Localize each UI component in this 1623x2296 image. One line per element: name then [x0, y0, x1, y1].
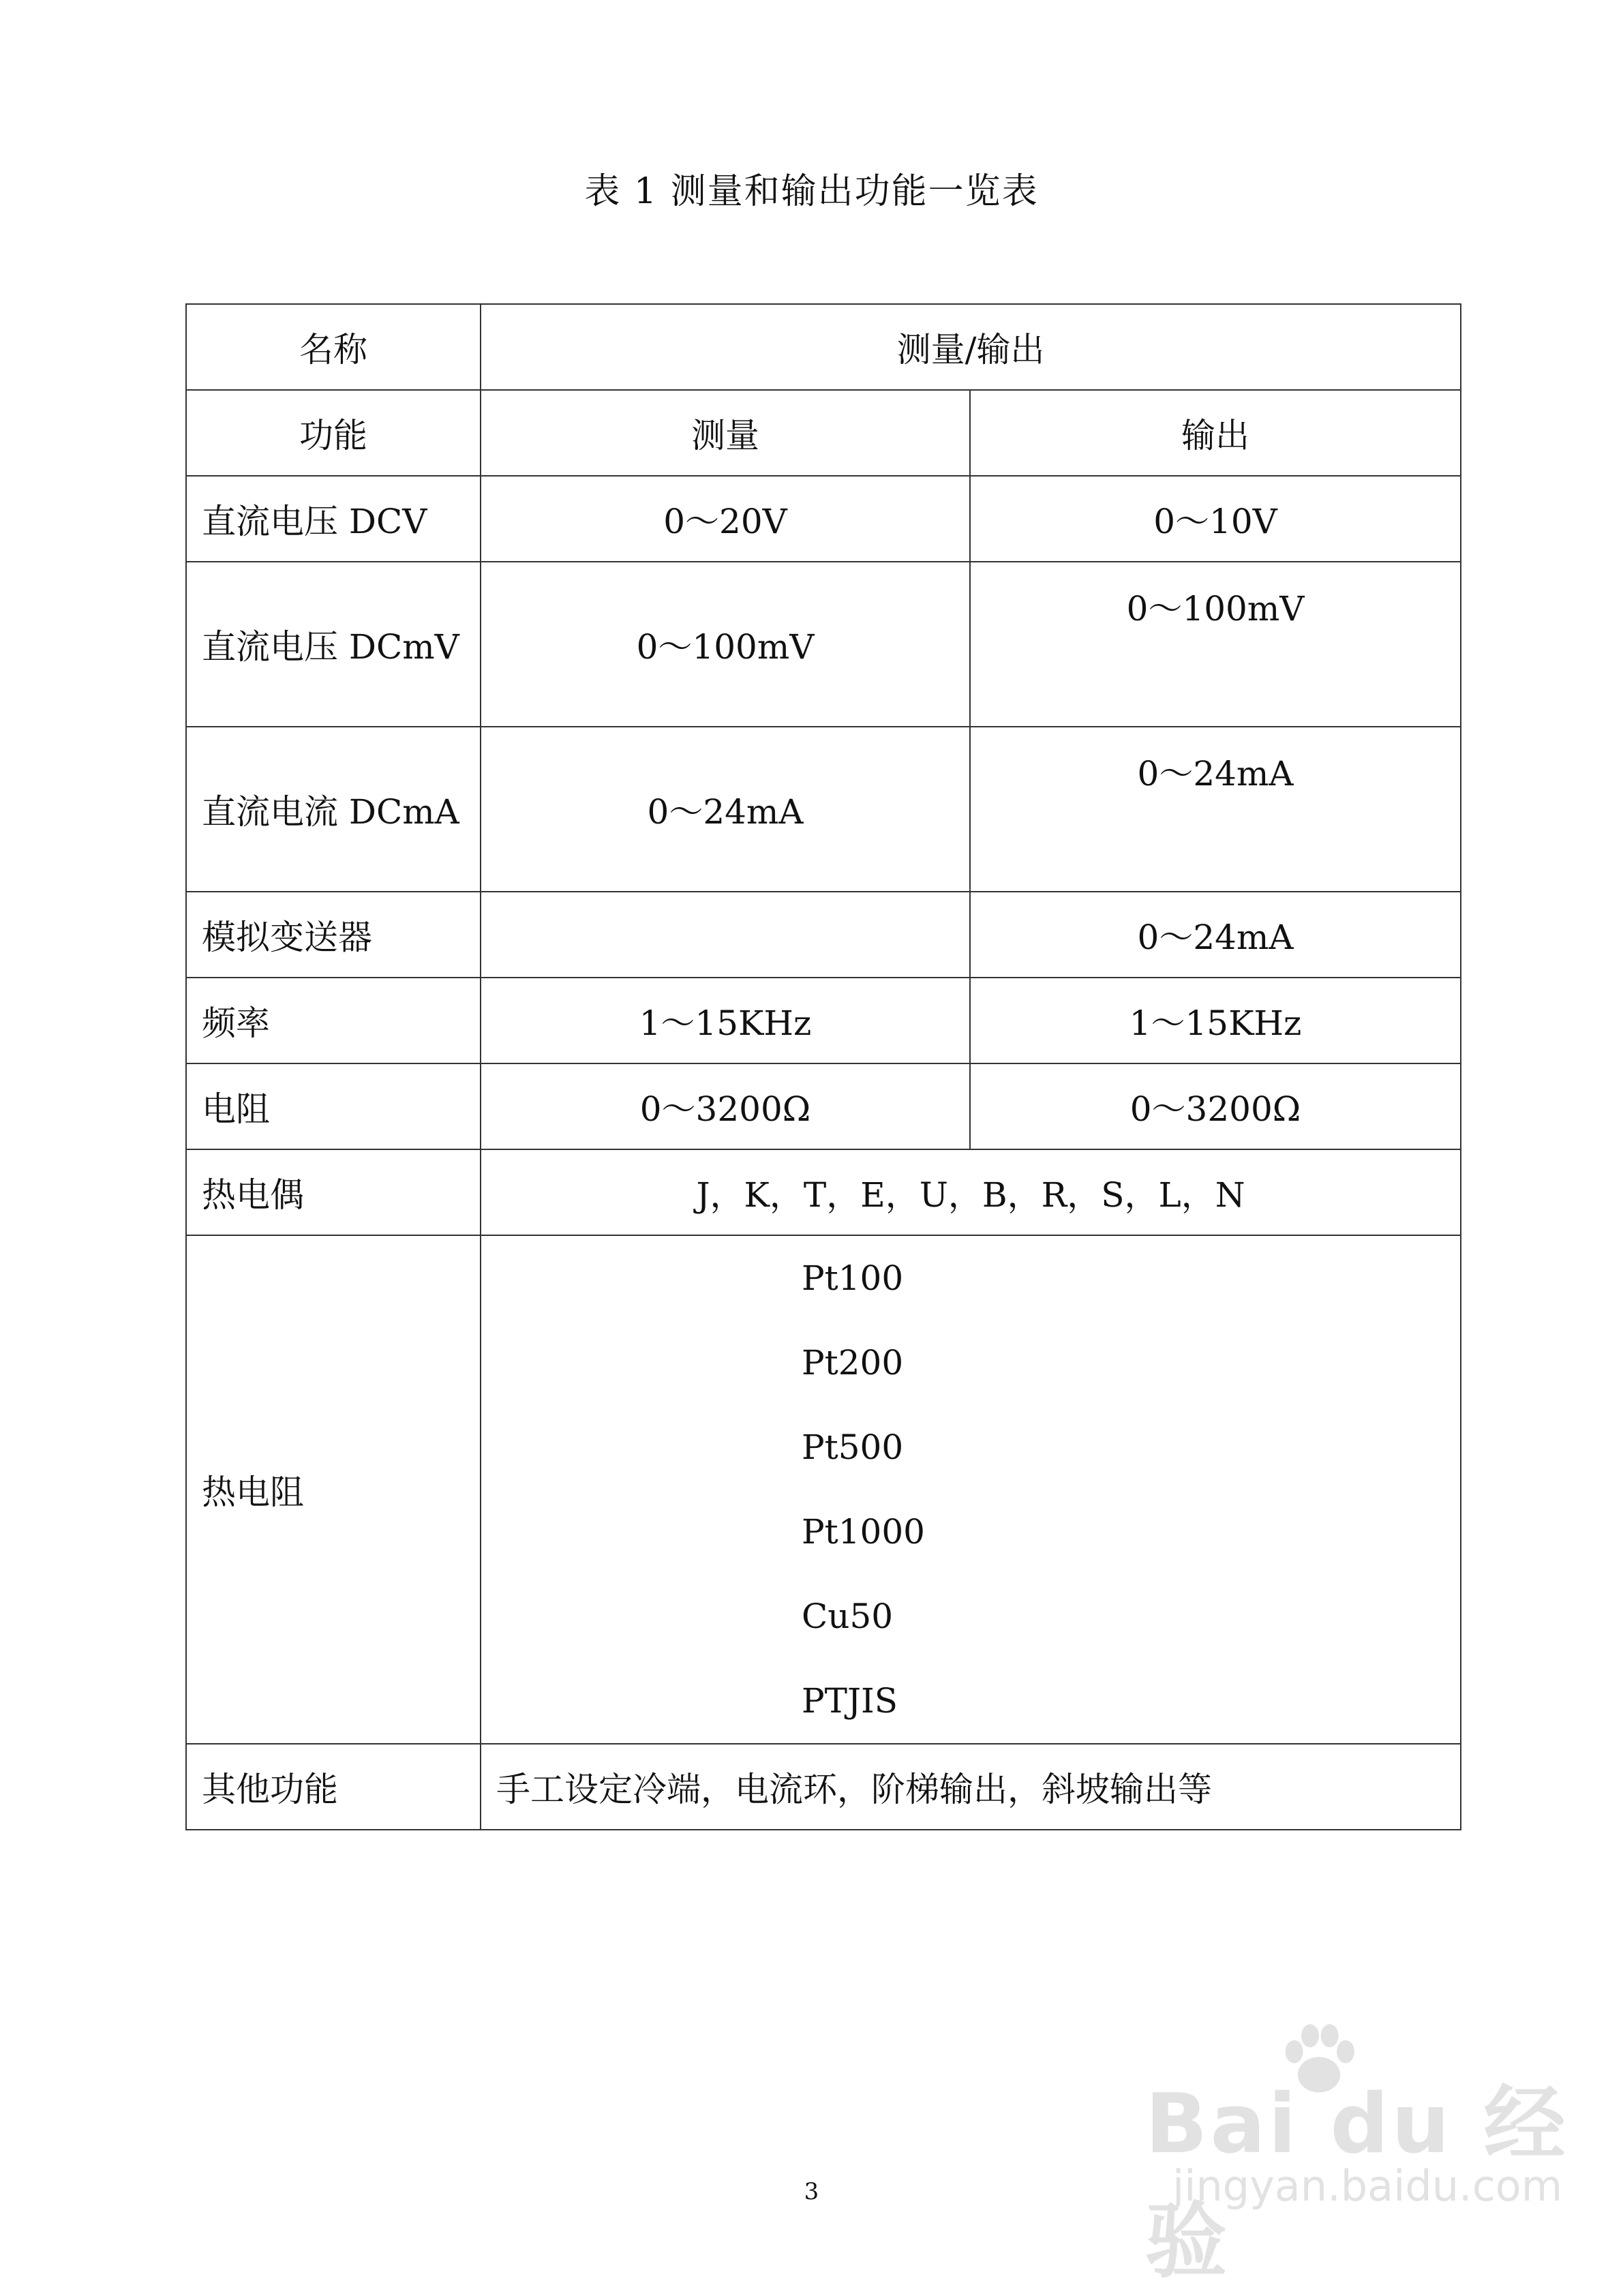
- output-range: 0～10V: [970, 476, 1461, 562]
- output-range: 1～15KHz: [970, 978, 1461, 1063]
- rtd-type: Pt100: [802, 1258, 904, 1298]
- output-range: 0～24mA: [970, 892, 1461, 978]
- measure-range: 0～3200Ω: [481, 1063, 970, 1149]
- table-row: [186, 978, 1461, 1063]
- output-range: 0～24mA: [970, 727, 1461, 892]
- measure-range: 0～20V: [481, 476, 970, 562]
- row-label: 频率: [186, 978, 481, 1063]
- table-row: [186, 476, 1461, 562]
- row-label: 热电阻: [186, 1235, 481, 1744]
- rtd-types: [481, 1235, 1461, 1744]
- row-label: 直流电流 DCmA: [186, 727, 481, 892]
- rtd-type: Cu50: [802, 1597, 894, 1636]
- output-range: 0～100mV: [970, 562, 1461, 727]
- rtd-row: [186, 1235, 1461, 1744]
- table-subheader-row: [186, 390, 1461, 476]
- table-header-row: [186, 304, 1461, 390]
- rtd-type: Pt1000: [802, 1512, 925, 1552]
- table-title: 表 1 测量和输出功能一览表: [584, 171, 1039, 212]
- row-label: 直流电压 DCV: [186, 476, 481, 562]
- subheader-output: 输出: [970, 390, 1461, 476]
- subheader-function: 功能: [186, 390, 481, 476]
- watermark-url: jingyan.baidu.com: [1172, 2161, 1563, 2211]
- measure-range: 1～15KHz: [481, 978, 970, 1063]
- measure-range: [481, 892, 970, 978]
- function-table: [185, 303, 1461, 1830]
- other-functions-row: [186, 1744, 1461, 1830]
- table-row: [186, 727, 1461, 892]
- row-label: 直流电压 DCmV: [186, 562, 481, 727]
- thermocouple-types: J，K，T，E，U，B，R，S，L，N: [481, 1149, 1461, 1235]
- rtd-type: PTJIS: [802, 1681, 898, 1721]
- table-row: [186, 892, 1461, 978]
- table-row: [186, 1063, 1461, 1149]
- rtd-type: Pt500: [802, 1428, 904, 1467]
- baidu-jingyan-watermark: Bai du 经验: [1145, 2077, 1568, 2289]
- subheader-measure: 测量: [481, 390, 970, 476]
- page-number: 3: [804, 2178, 819, 2205]
- measure-range: 0～24mA: [481, 727, 970, 892]
- output-range: 0～3200Ω: [970, 1063, 1461, 1149]
- header-measure-output: 测量/输出: [481, 304, 1461, 390]
- table-row: [186, 562, 1461, 727]
- rtd-type: Pt200: [802, 1343, 904, 1383]
- thermocouple-row: [186, 1149, 1461, 1235]
- row-label: 电阻: [186, 1063, 481, 1149]
- header-name: 名称: [186, 304, 481, 390]
- row-label: 模拟变送器: [186, 892, 481, 978]
- row-label: 热电偶: [186, 1149, 481, 1235]
- row-label: 其他功能: [186, 1744, 481, 1830]
- measure-range: 0～100mV: [481, 562, 970, 727]
- other-functions-text: 手工设定冷端，电流环，阶梯输出，斜坡输出等: [481, 1744, 1461, 1830]
